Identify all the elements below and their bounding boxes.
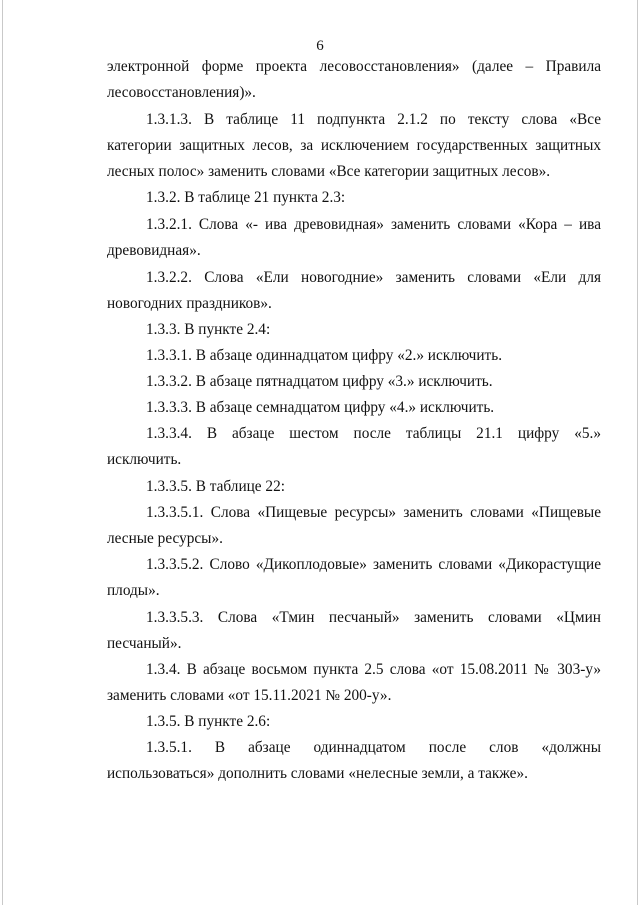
- text-line: плоды».: [107, 582, 160, 599]
- text-line: категории защитных лесов, за исключением государственных защитных: [107, 137, 601, 154]
- text-line: 1.3.3.3. В абзаце семнадцатом цифру «4.» исключить.: [146, 399, 495, 416]
- text-line: лесных полос» заменить словами «Все категории защитных лесов».: [107, 163, 551, 180]
- text-line: новогодних праздников».: [107, 295, 272, 312]
- text-line: 1.3.2.2. Слова «Ели новогодние» заменить словами «Ели для: [146, 269, 601, 286]
- text-line: лесовосстановления)».: [107, 84, 256, 101]
- text-line: 1.3.3.4. В абзаце шестом после таблицы 21.1 цифру «5.»: [146, 425, 601, 442]
- text-line: 1.3.5.1. В абзаце одиннадцатом после слов «должны: [146, 739, 601, 756]
- text-line: 1.3.4. В абзаце восьмом пункта 2.5 слова «от 15.08.2011 № 303-у»: [146, 661, 601, 678]
- text-line: 1.3.1.3. В таблице 11 подпункта 2.1.2 по тексту слова «Все: [146, 111, 601, 128]
- text-line: 1.3.3.5.2. Слово «Дикоплодовые» заменить словами «Дикорастущие: [146, 556, 601, 573]
- text-line: 1.3.3.5.1. Слова «Пищевые ресурсы» заменить словами «Пищевые: [146, 504, 601, 521]
- text-line: заменить словами «от 15.11.2021 № 200-у».: [107, 687, 392, 704]
- text-line: исключить.: [107, 451, 182, 468]
- text-line: 1.3.3.1. В абзаце одиннадцатом цифру «2.» исключить.: [146, 347, 503, 364]
- text-line: 1.3.3. В пункте 2.4:: [146, 321, 271, 338]
- text-line: 1.3.3.5.3. Слова «Тмин песчаный» заменить словами «Цмин: [146, 609, 601, 626]
- text-line: древовидная».: [107, 242, 201, 259]
- page-number: 6: [316, 38, 324, 54]
- text-line: 1.3.2. В таблице 21 пункта 2.3:: [146, 189, 346, 206]
- page-left-edge: [2, 0, 3, 905]
- text-line: 1.3.2.1. Слова «- ива древовидная» заменить словами «Кора – ива: [146, 216, 601, 233]
- text-line: 1.3.5. В пункте 2.6:: [146, 713, 271, 730]
- page-right-edge: [637, 0, 638, 905]
- text-line: 1.3.3.2. В абзаце пятнадцатом цифру «3.» исключить.: [146, 373, 493, 390]
- text-line: песчаный».: [107, 635, 182, 652]
- text-line: электронной форме проекта лесовосстановления» (далее – Правила: [107, 58, 601, 75]
- text-line: использоваться» дополнить словами «нелесные земли, а также».: [107, 765, 528, 782]
- text-line: лесные ресурсы».: [107, 530, 223, 547]
- text-line: 1.3.3.5. В таблице 22:: [146, 478, 285, 495]
